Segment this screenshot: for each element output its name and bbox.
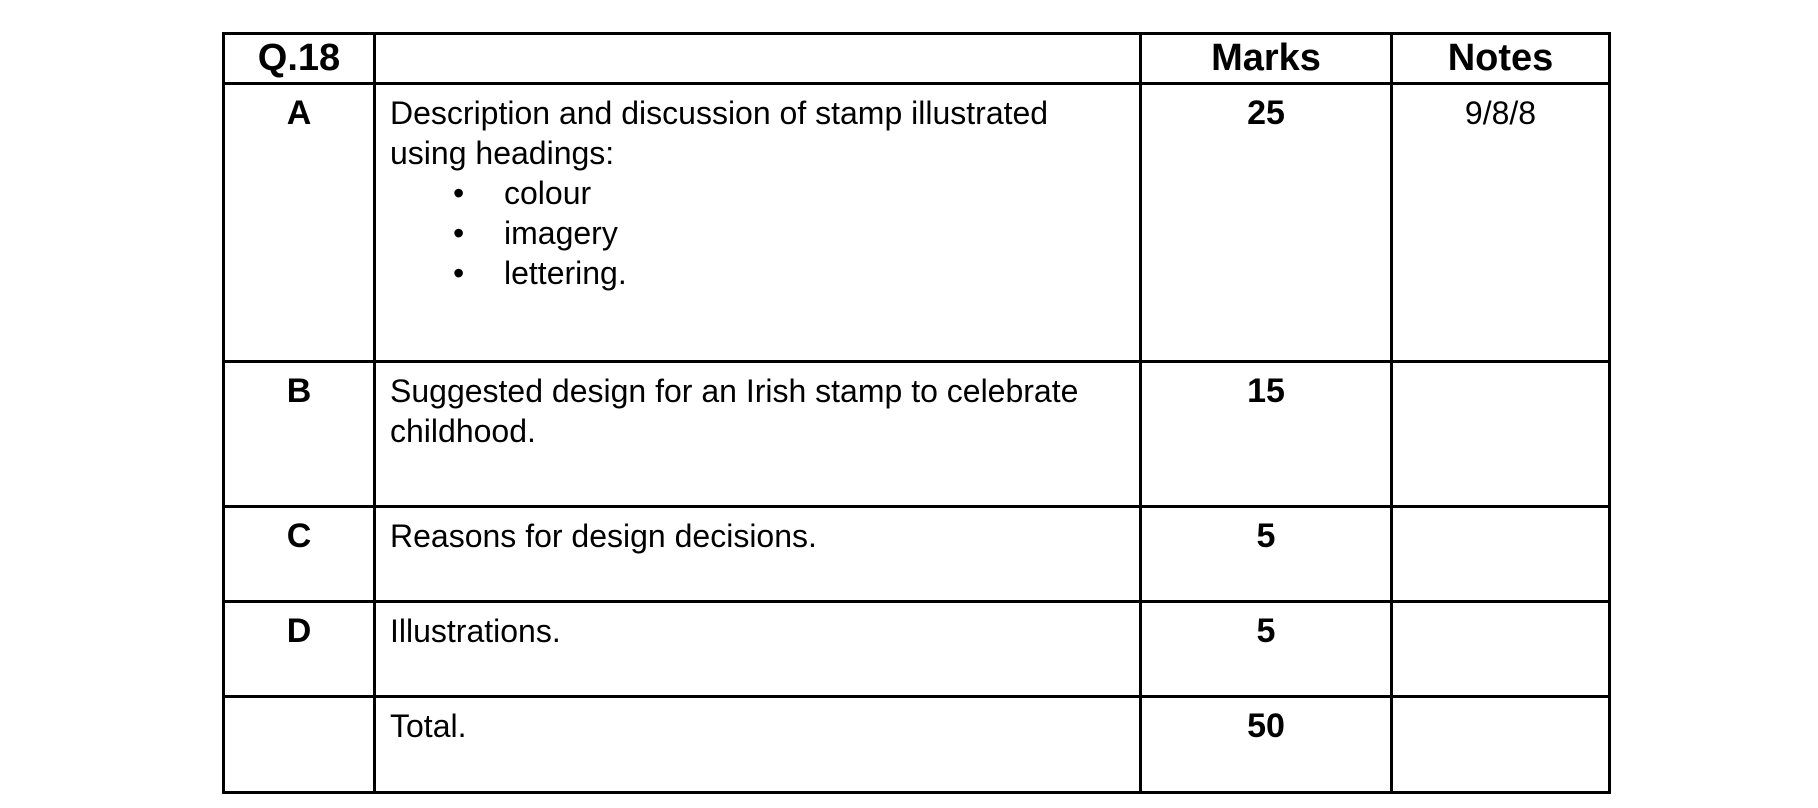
bullet-item [390, 173, 1107, 213]
row-a-marks: 25 [1141, 84, 1392, 362]
row-b-description: Suggested design for an Irish stamp to celebrate childhood. [375, 362, 1141, 507]
row-d-notes [1392, 602, 1610, 697]
table-row-b [224, 362, 1610, 507]
description-header [375, 34, 1141, 84]
table-row-total [224, 697, 1610, 793]
row-d-description: Illustrations. [375, 602, 1141, 697]
total-row-label [224, 697, 375, 793]
bullet-item [390, 253, 1107, 293]
bullet-text: colour [504, 175, 592, 211]
total-row-description: Total. [375, 697, 1141, 793]
total-row-marks: 50 [1141, 697, 1392, 793]
table-row-a [224, 84, 1610, 362]
row-c-notes [1392, 507, 1610, 602]
question-number-header: Q.18 [224, 34, 375, 84]
table-row-d [224, 602, 1610, 697]
table-header-row [224, 34, 1610, 84]
bullet-icon: • [453, 215, 465, 251]
row-a-label: A [224, 84, 375, 362]
bullet-icon: • [453, 255, 465, 291]
marks-header: Marks [1141, 34, 1392, 84]
row-b-marks: 15 [1141, 362, 1392, 507]
row-d-marks: 5 [1141, 602, 1392, 697]
marking-scheme-table [222, 32, 1611, 794]
bullet-icon: • [453, 175, 465, 211]
row-c-label: C [224, 507, 375, 602]
row-c-marks: 5 [1141, 507, 1392, 602]
row-c-description: Reasons for design decisions. [375, 507, 1141, 602]
notes-header: Notes [1392, 34, 1610, 84]
row-a-description: Description and discussion of stamp illustrated using headings: [390, 95, 1049, 171]
bullet-text: imagery [504, 215, 618, 251]
bullet-item [390, 213, 1107, 253]
row-a-notes: 9/8/8 [1392, 84, 1610, 362]
row-b-label: B [224, 362, 375, 507]
row-a-description-cell [375, 84, 1141, 362]
total-row-notes [1392, 697, 1610, 793]
table-row-c [224, 507, 1610, 602]
bullet-text: lettering. [504, 255, 627, 291]
row-d-label: D [224, 602, 375, 697]
row-b-notes [1392, 362, 1610, 507]
